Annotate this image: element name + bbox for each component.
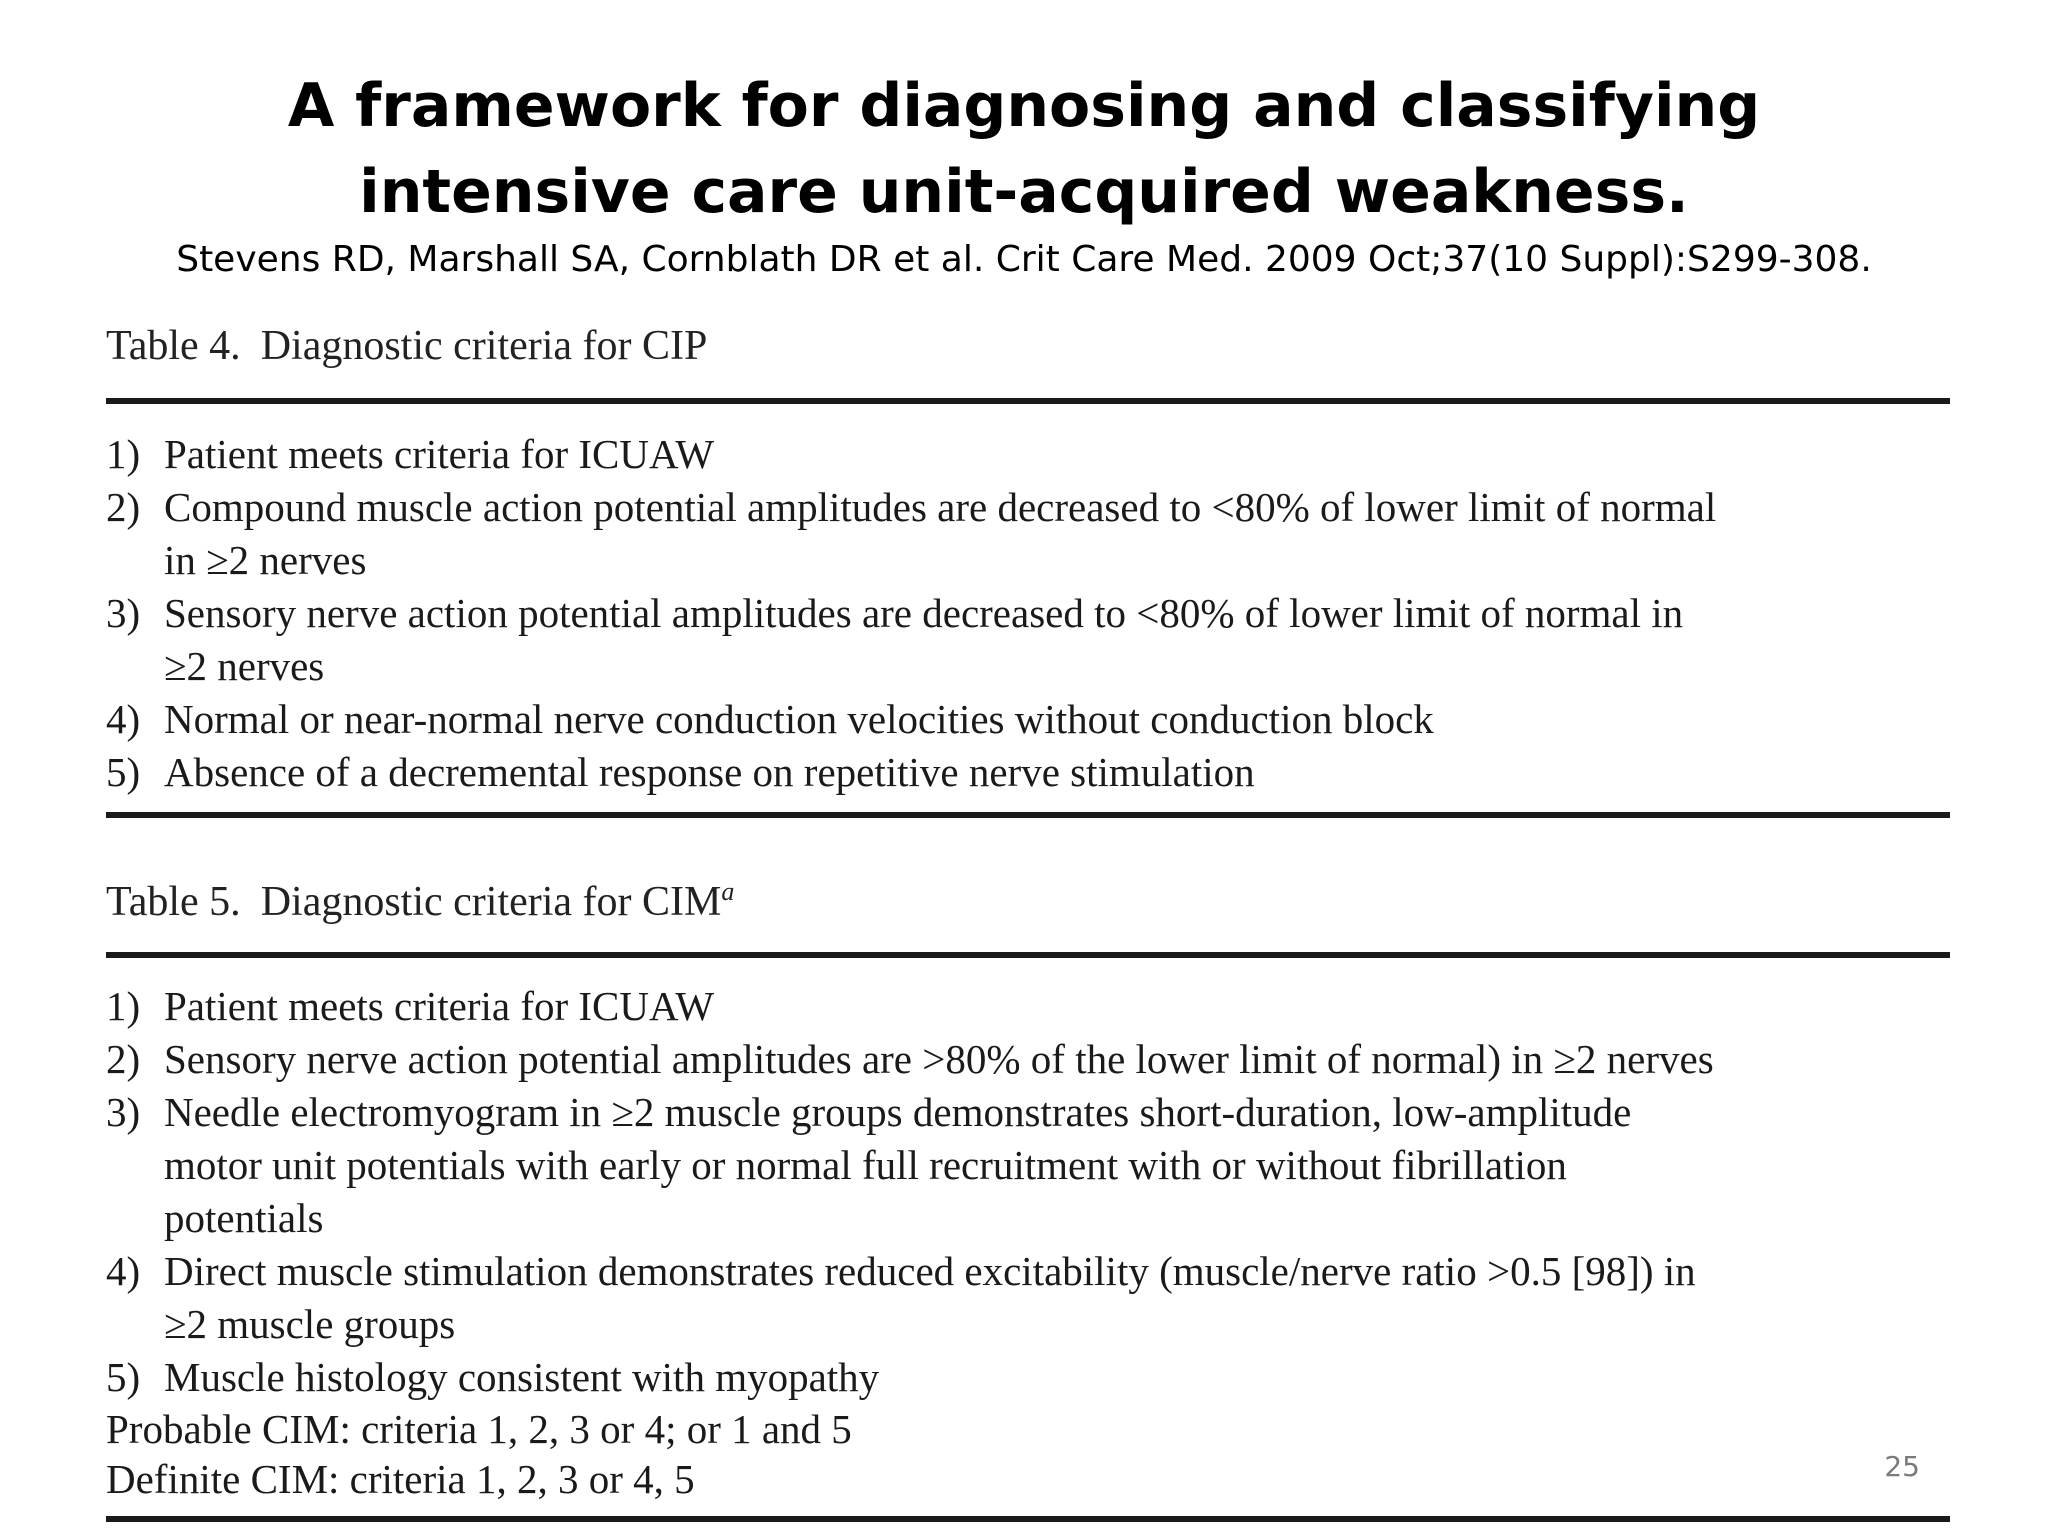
criterion-number: 2) [106, 1036, 141, 1082]
table-5-criterion-1 [106, 980, 1956, 1033]
criterion-number: 3) [106, 590, 141, 636]
table-5-bottom-rule [106, 1516, 1950, 1522]
criterion-text-continued: in ≥2 nerves [164, 537, 367, 583]
criterion-number: 5) [106, 749, 141, 795]
criterion-text: Normal or near-normal nerve conduction velocities without conduction block [164, 696, 1434, 742]
slide-title-line-2: intensive care unit-acquired weakness. [359, 157, 1689, 227]
table-5-criteria-list [106, 980, 1956, 1404]
table-4-caption [106, 318, 1956, 396]
criterion-text: Sensory nerve action potential amplitudes are >80% of the lower limit of normal) in ≥2 nerves [164, 1036, 1714, 1082]
criterion-number: 1) [106, 983, 141, 1029]
criterion-number: 4) [106, 1248, 141, 1294]
table-4-criterion-3 [106, 587, 1956, 693]
table-5-criterion-5 [106, 1351, 1956, 1404]
page-number: 25 [1884, 1450, 1920, 1483]
table-4-criteria-list [106, 428, 1956, 799]
table-4-cip-criteria [106, 318, 1956, 799]
criterion-text-continued: ≥2 nerves [164, 643, 325, 689]
table-5-top-rule [106, 952, 1950, 958]
table-4-criterion-4 [106, 693, 1956, 746]
table-4-bottom-rule [106, 812, 1950, 818]
table-5-criterion-2 [106, 1033, 1956, 1086]
table-5-notes [106, 1404, 1956, 1504]
table-5-footnote-marker: a [721, 877, 735, 906]
criterion-number: 5) [106, 1354, 141, 1400]
table-5-criterion-4 [106, 1245, 1956, 1351]
citation: Stevens RD, Marshall SA, Cornblath DR et al. Crit Care Med. 2009 Oct;37(10 Suppl):S299-308. [176, 239, 1872, 280]
definite-cim-note: Definite CIM: criteria 1, 2, 3 or 4, 5 [106, 1456, 695, 1502]
table-4-label: Table 4. [106, 323, 241, 369]
slide-title-line-1: A framework for diagnosing and classifying [287, 71, 1761, 141]
table-5-cim-criteria [106, 874, 1956, 1504]
criterion-text: Patient meets criteria for ICUAW [164, 431, 715, 477]
table-4-criterion-2 [106, 481, 1956, 587]
probable-cim-note: Probable CIM: criteria 1, 2, 3 or 4; or 1 and 5 [106, 1406, 852, 1452]
table-5-criterion-3 [106, 1086, 1956, 1245]
criterion-text-continued: potentials [164, 1195, 324, 1241]
criterion-number: 1) [106, 431, 141, 477]
criterion-number: 4) [106, 696, 141, 742]
criterion-number: 2) [106, 484, 141, 530]
table-5-label: Table 5. [106, 879, 241, 925]
criterion-text-continued: ≥2 muscle groups [164, 1301, 456, 1347]
criterion-text: Sensory nerve action potential amplitudes are decreased to <80% of lower limit of normal in [164, 590, 1684, 636]
table-4-criterion-1 [106, 428, 1956, 481]
table-4-top-rule [106, 398, 1950, 404]
criterion-text-continued: motor unit potentials with early or normal full recruitment with or without fibrillation [164, 1142, 1567, 1188]
criterion-text: Absence of a decremental response on repetitive nerve stimulation [164, 749, 1255, 795]
criterion-text: Direct muscle stimulation demonstrates reduced excitability (muscle/nerve ratio >0.5 [98]) in [164, 1248, 1696, 1294]
table-5-title: Diagnostic criteria for CIM [260, 879, 722, 925]
criterion-number: 3) [106, 1089, 141, 1135]
table-4-title: Diagnostic criteria for CIP [260, 323, 708, 369]
table-5-caption [106, 874, 1956, 952]
criterion-text: Muscle histology consistent with myopathy [164, 1354, 880, 1400]
criterion-text: Needle electromyogram in ≥2 muscle groups demonstrates short-duration, low-amplitude [164, 1089, 1632, 1135]
criterion-text: Patient meets criteria for ICUAW [164, 983, 715, 1029]
criterion-text: Compound muscle action potential amplitudes are decreased to <80% of lower limit of normal [164, 484, 1717, 530]
table-4-criterion-5 [106, 746, 1956, 799]
